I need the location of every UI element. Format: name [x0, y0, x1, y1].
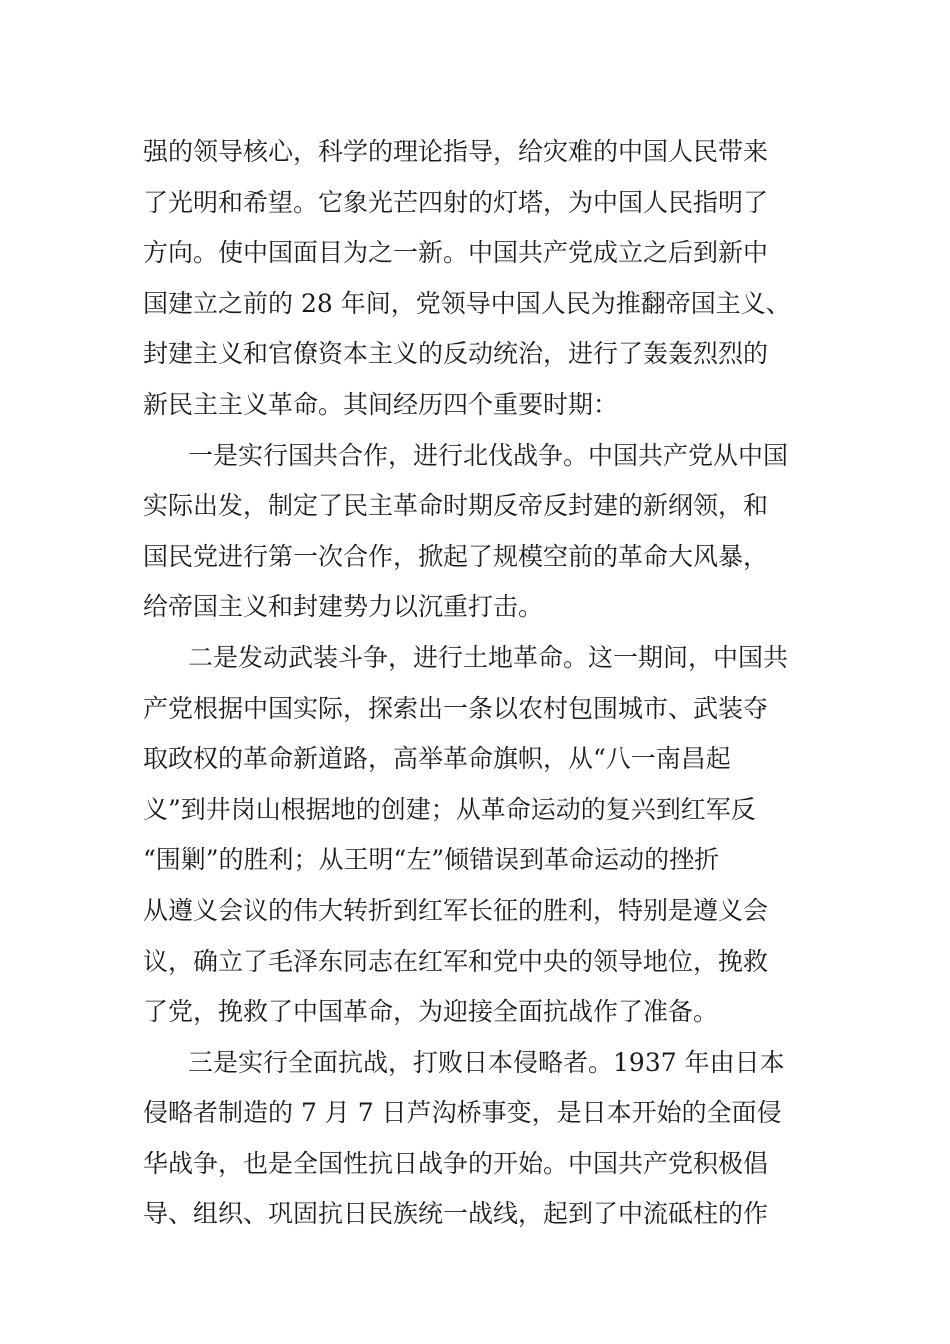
- text-line: 强的领导核心，科学的理论指导，给灾难的中国人民带来: [143, 137, 769, 166]
- text-line: 给帝国主义和封建势力以沉重打击。: [143, 592, 544, 622]
- paragraph-3: [143, 633, 808, 1038]
- text-line: 方向。使中国面目为之一新。中国共产党成立之后到新中: [143, 238, 769, 268]
- text-line: 产党根据中国实际，探索出一条以农村包围城市、武装夺: [143, 693, 769, 723]
- text-line: 取政权的革命新道路，高举革命旗帜，从“八一南昌起: [143, 744, 731, 774]
- text-line: 义”到井岗山根据地的创建；从革命运动的复兴到红军反: [143, 794, 756, 824]
- text-line: 国民党进行第一次合作，掀起了规模空前的革命大风暴，: [143, 541, 769, 571]
- text-line: 华战争，也是全国性抗日战争的开始。中国共产党积极倡: [143, 1148, 769, 1178]
- text-line: 封建主义和官僚资本主义的反动统治，进行了轰轰烈烈的: [143, 339, 769, 369]
- text-line: 了党，挽救了中国革命，为迎接全面抗战作了准备。: [143, 997, 719, 1027]
- text-line: 实际出发，制定了民主革命时期反帝反封建的新纲领，和: [143, 491, 769, 521]
- text-line: 侵略者制造的 7 月 7 日芦沟桥事变，是日本开始的全面侵: [143, 1098, 782, 1128]
- text-line: 二是发动武装斗争，进行土地革命。这一期间，中国共: [188, 642, 789, 672]
- text-line: 国建立之前的 28 年间，党领导中国人民为推翻帝国主义、: [143, 288, 791, 318]
- text-line: “围剿”的胜利；从王明“左”倾错误到革命运动的挫折: [143, 845, 720, 875]
- text-line: 导、组织、巩固抗日民族统一战线，起到了中流砥柱的作: [143, 1199, 769, 1229]
- text-line: 一是实行国共合作，进行北伐战争。中国共产党从中国: [188, 440, 789, 470]
- text-line: 新民主主义革命。其间经历四个重要时期：: [143, 389, 619, 419]
- text-line: 三是实行全面抗战，打败日本侵略者。1937 年由日本: [188, 1047, 785, 1077]
- text-line: 从遵义会议的伟大转折到红军长征的胜利，特别是遵义会: [143, 895, 769, 925]
- paragraph-1: [143, 127, 808, 431]
- text-line: 了光明和希望。它象光芒四射的灯塔，为中国人民指明了: [143, 187, 769, 217]
- paragraph-4: [143, 1038, 808, 1240]
- document-body: [143, 127, 808, 1240]
- text-line: 议，确立了毛泽东同志在红军和党中央的领导地位，挽救: [143, 946, 769, 976]
- paragraph-2: [143, 431, 808, 633]
